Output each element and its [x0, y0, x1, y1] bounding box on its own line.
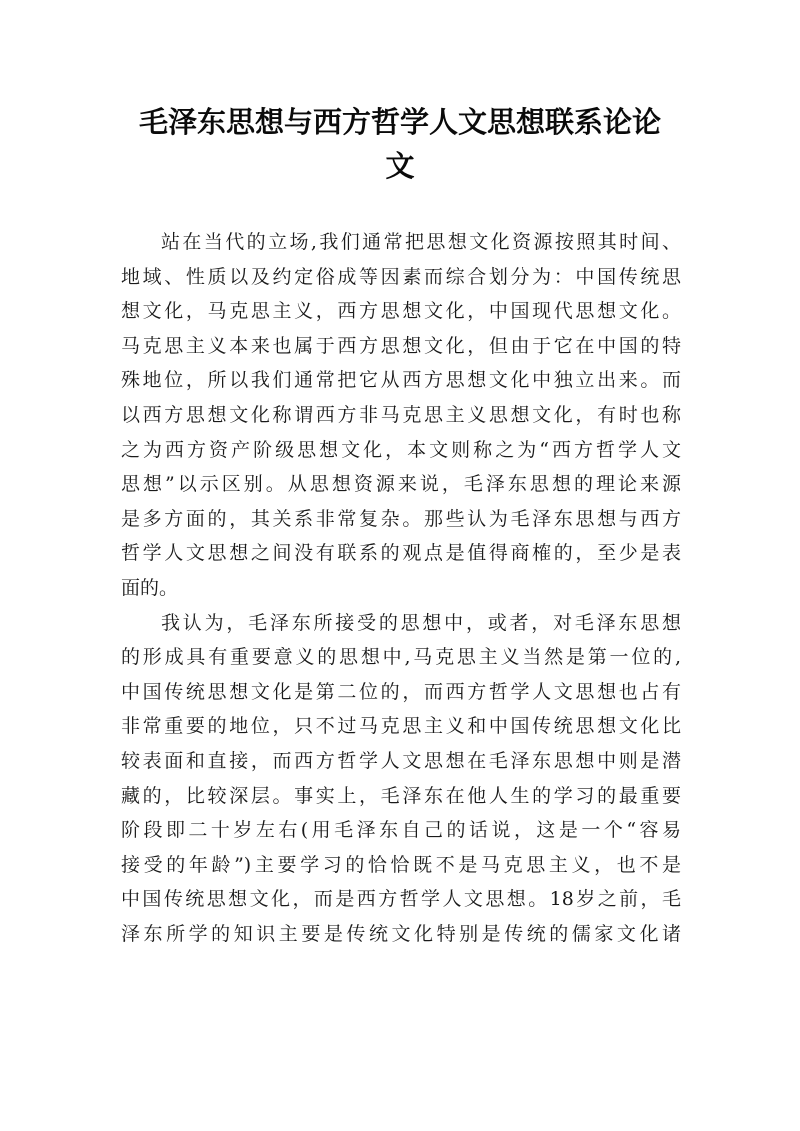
paragraph-1	[121, 225, 681, 606]
text-line: 非常重要的地位，只不过马克思主义和中国传统思想文化比	[121, 715, 681, 738]
title-line-1: 毛泽东思想与西方哲学人文思想联系论论	[138, 105, 661, 139]
text-line: 藏的，比较深层。事实上，毛泽东在他人生的学习的最重要	[121, 784, 681, 807]
text-line: 哲学人文思想之间没有联系的观点是值得商榷的，至少是表	[121, 542, 681, 565]
text-line: 接受的年龄”)主要学习的恰恰既不是马克思主义，也不是	[121, 853, 681, 876]
text-line: 殊地位，所以我们通常把它从西方思想文化中独立出来。而	[121, 369, 681, 392]
text-line: 思想”以示区别。从思想资源来说，毛泽东思想的理论来源	[121, 473, 681, 496]
text-line: 面的。	[121, 576, 179, 599]
document-body	[121, 225, 681, 951]
text-line: 中国传统思想文化，而是西方哲学人文思想。18岁之前，毛	[121, 888, 681, 911]
text-line: 泽东所学的知识主要是传统文化特别是传统的儒家文化诸	[121, 922, 681, 945]
text-line: 中国传统思想文化是第二位的，而西方哲学人文思想也占有	[121, 680, 681, 703]
text-line: 是多方面的，其关系非常复杂。那些认为毛泽东思想与西方	[121, 507, 681, 530]
text-line: 地域、性质以及约定俗成等因素而综合划分为：中国传统思	[121, 265, 681, 288]
text-line: 阶段即二十岁左右(用毛泽东自己的话说，这是一个“容易	[121, 819, 681, 842]
text-line: 以西方思想文化称谓西方非马克思主义思想文化，有时也称	[121, 403, 681, 426]
text-line: 马克思主义本来也属于西方思想文化，但由于它在中国的特	[121, 334, 681, 357]
paragraph-2	[121, 606, 681, 952]
document-title	[120, 100, 680, 188]
text-line: 我认为，毛泽东所接受的思想中，或者，对毛泽东思想	[161, 611, 681, 634]
text-line: 站在当代的立场,我们通常把思想文化资源按照其时间、	[161, 231, 681, 253]
text-line: 较表面和直接，而西方哲学人文思想在毛泽东思想中则是潜	[121, 749, 681, 772]
title-line-2: 文	[385, 149, 415, 183]
text-line: 想文化，马克思主义，西方思想文化，中国现代思想文化。	[121, 300, 681, 323]
text-line: 之为西方资产阶级思想文化，本文则称之为“西方哲学人文	[121, 438, 681, 461]
text-line: 的形成具有重要意义的思想中,马克思主义当然是第一位的,	[121, 646, 681, 669]
